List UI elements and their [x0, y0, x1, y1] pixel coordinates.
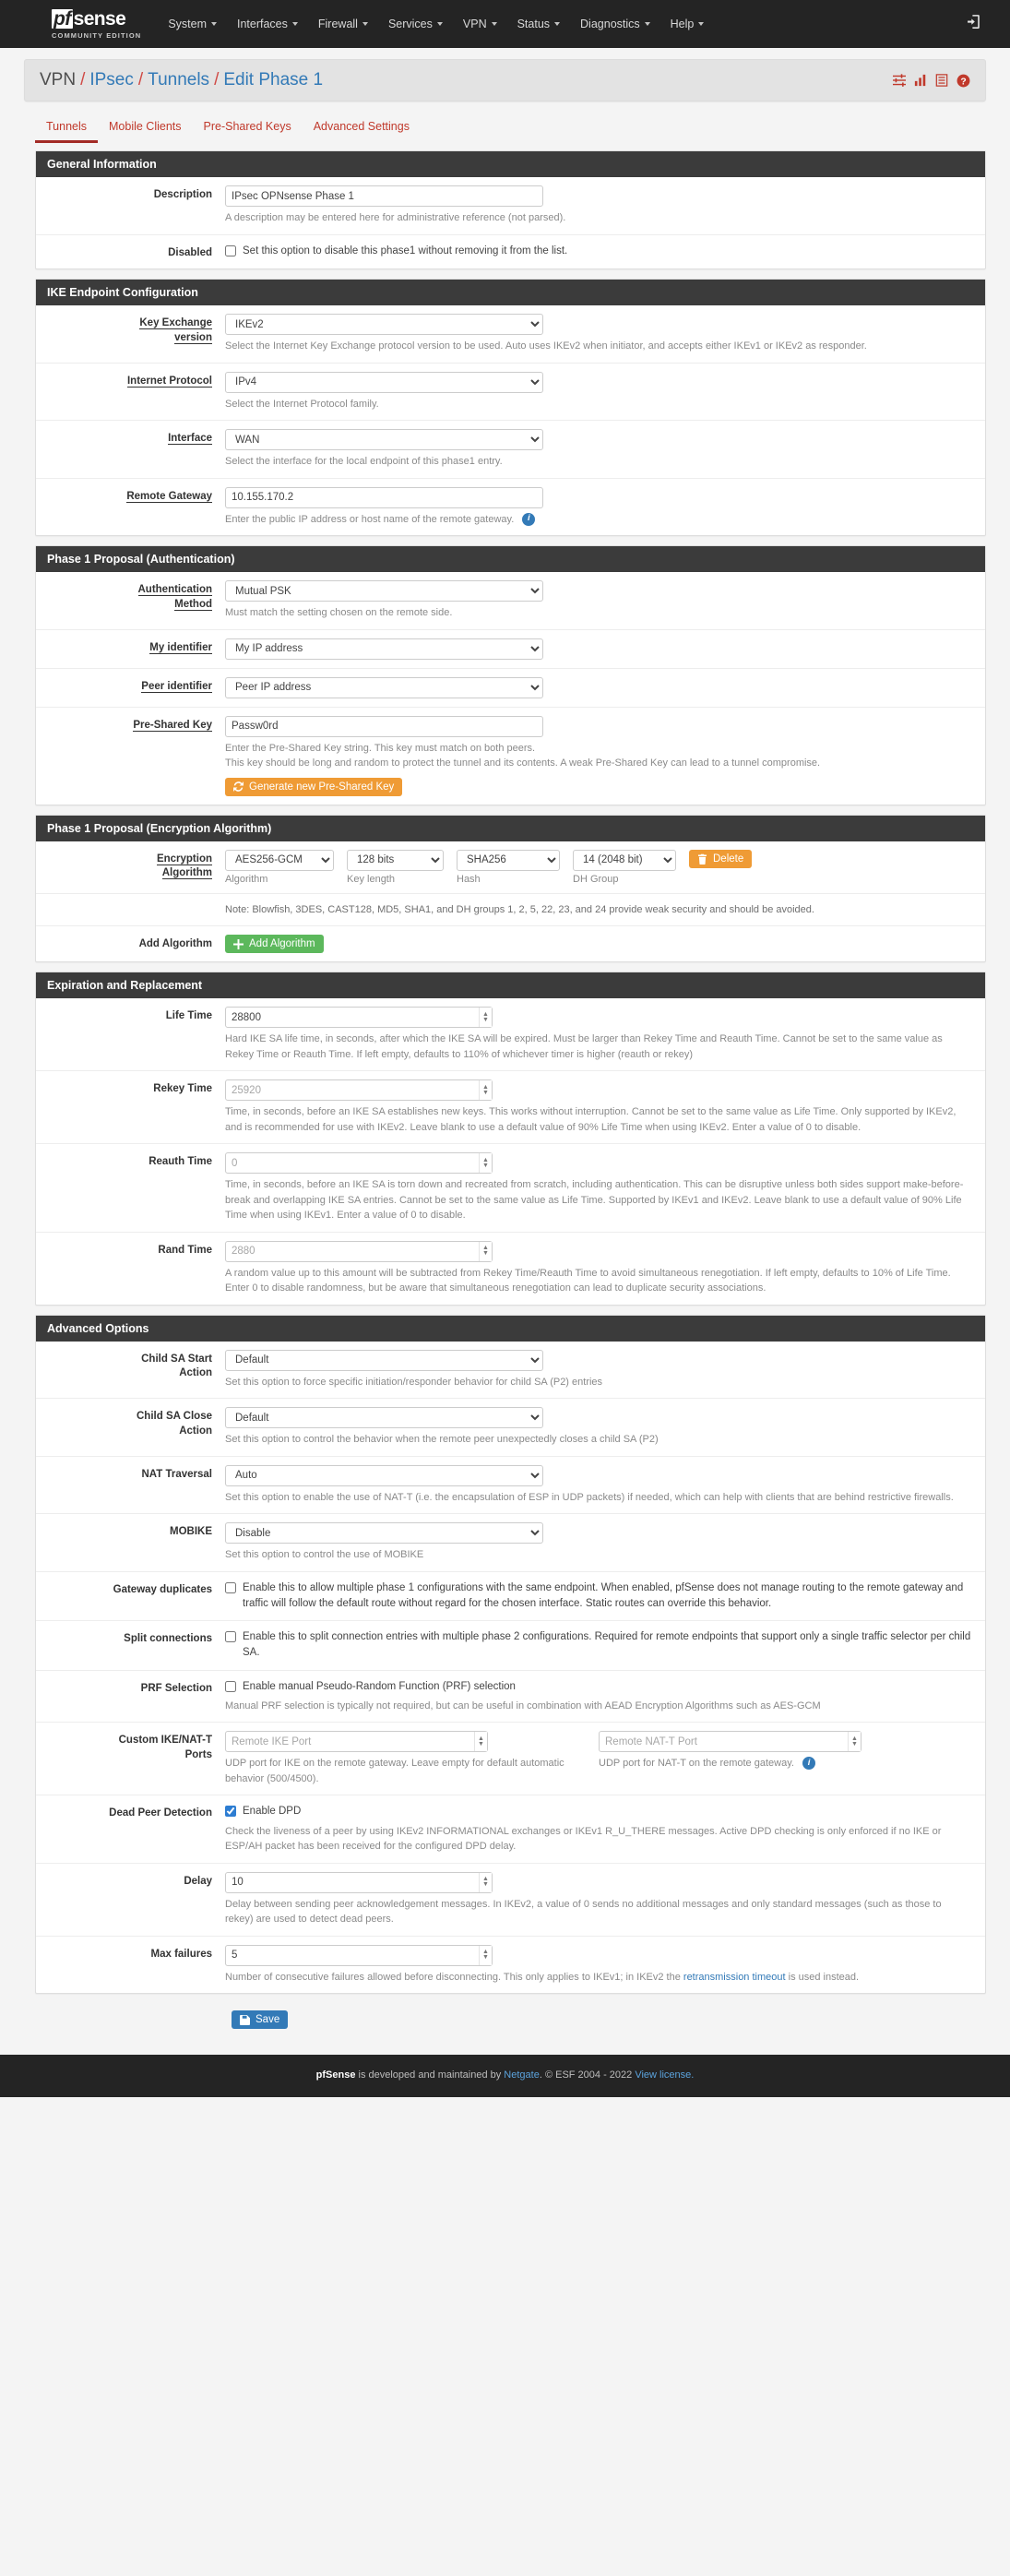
- help-pre-shared-key-2: This key should be long and random to protect the tunnel and its contents. A weak Pre-Shared Key can lead to a tunnel compromise.: [225, 757, 821, 769]
- footer-brand: pfSense: [315, 2069, 356, 2081]
- row-key-exchange-version: [36, 305, 985, 364]
- label-pre-shared-key-text: Pre-Shared Key: [133, 719, 212, 731]
- save-icon: [240, 2015, 250, 2025]
- help-rekey-time: Time, in seconds, before an IKE SA establishes new keys. This works without interruption. Cannot be set to the same value as Life Time. Only supported by IKEv2, and is recommended for use with IKEv2. Leave blank to use a default value of 90% Life Time when using IKEv2. Enter a value of 0 to disable.: [225, 1106, 957, 1133]
- row-rekey-time: [36, 1071, 985, 1144]
- rekey-time-input[interactable]: [225, 1079, 493, 1101]
- label-child-sa-start-action: [36, 1350, 225, 1390]
- label-internet-protocol: [36, 372, 225, 412]
- panel-title-ike-endpoint: IKE Endpoint Configuration: [36, 280, 985, 305]
- reauth-time-input[interactable]: [225, 1152, 493, 1174]
- child-sa-close-action-select[interactable]: [225, 1407, 543, 1428]
- label-key-exchange-line2: version: [174, 331, 212, 343]
- dh-group-select[interactable]: [573, 850, 676, 871]
- panel-phase1-encryption: [35, 815, 986, 963]
- help-rand-time: A random value up to this amount will be subtracted from Rekey Time/Reauth Time to avoid simultaneous renegotiation. If left empty, defaults to 10% of Life Time. Enter 0 to disable randomness, but be aware that simultaneous renegotiation can lead to duplicate security associations.: [225, 1267, 951, 1294]
- row-gateway-duplicates: [36, 1572, 985, 1622]
- life-time-stepper[interactable]: [225, 1007, 493, 1028]
- encryption-note: Note: Blowfish, 3DES, CAST128, MD5, SHA1, and DH groups 1, 2, 5, 22, 23, and 24 provide weak security and should be avoided.: [225, 903, 814, 915]
- tab-mobile-clients[interactable]: Mobile Clients: [109, 120, 182, 133]
- label-remote-gateway-text: Remote Gateway: [126, 490, 212, 502]
- row-internet-protocol: [36, 364, 985, 422]
- delete-algorithm-button[interactable]: [689, 850, 752, 868]
- chevron-down-icon: [292, 22, 298, 26]
- algorithm-select[interactable]: [225, 850, 334, 871]
- help-description: A description may be entered here for administrative reference (not parsed).: [225, 212, 566, 223]
- my-identifier-select[interactable]: [225, 638, 543, 660]
- label-gateway-duplicates: Gateway duplicates: [113, 1583, 212, 1595]
- nav-item-system[interactable]: [158, 10, 227, 38]
- label-rand-time: Rand Time: [158, 1244, 212, 1256]
- delete-column: [689, 850, 752, 868]
- label-interface: [36, 429, 225, 470]
- nav-item-services[interactable]: [378, 10, 453, 38]
- help-pre-shared-key-1: Enter the Pre-Shared Key string. This key must match on both peers.: [225, 742, 536, 754]
- row-add-algorithm: [36, 926, 985, 961]
- info-icon[interactable]: i: [802, 1757, 815, 1770]
- internet-protocol-select[interactable]: [225, 372, 543, 393]
- remote-ike-port-input[interactable]: [225, 1731, 488, 1752]
- panel-phase1-authentication: [35, 545, 986, 805]
- remote-natt-port-group: [599, 1731, 972, 1771]
- brand-logo-sense: sense: [73, 7, 126, 30]
- prf-selection-label: Enable manual Pseudo-Random Function (PRF) selection: [243, 1680, 516, 1692]
- label-child-sa-start-line1: Child SA Start: [141, 1353, 212, 1365]
- view-license-link[interactable]: View license.: [635, 2069, 695, 2081]
- nav-label-help: Help: [670, 18, 695, 30]
- algorithm-caption: Algorithm: [225, 873, 268, 885]
- help-prf-selection: Manual PRF selection is typically not required, but can be useful in combination with AEAD Encryption Algorithms such as AES-GCM: [225, 1699, 821, 1711]
- row-disabled: [36, 235, 985, 269]
- nav-item-firewall[interactable]: [308, 10, 378, 38]
- label-nat-traversal: NAT Traversal: [141, 1468, 212, 1480]
- delay-input[interactable]: [225, 1872, 493, 1893]
- generate-pre-shared-key-button[interactable]: [225, 778, 402, 796]
- top-navbar: [0, 0, 1010, 48]
- row-life-time: [36, 998, 985, 1071]
- hash-select[interactable]: [457, 850, 560, 871]
- brand-edition: COMMUNITY EDITION: [52, 30, 142, 40]
- label-peer-identifier-text: Peer identifier: [141, 680, 212, 692]
- key-length-select[interactable]: [347, 850, 444, 871]
- label-peer-identifier: [36, 677, 225, 698]
- label-custom-ike-natt-ports: [36, 1731, 225, 1786]
- label-mobike: MOBIKE: [170, 1526, 212, 1538]
- row-peer-identifier: [36, 669, 985, 708]
- chevron-down-icon: [698, 22, 704, 26]
- nav-item-vpn[interactable]: [453, 10, 507, 38]
- delete-algorithm-label: Delete: [713, 853, 744, 865]
- breadcrumb-bar: [24, 59, 986, 101]
- interface-select[interactable]: [225, 429, 543, 450]
- max-failures-input[interactable]: [225, 1945, 493, 1966]
- help-max-failures-text-2: is used instead.: [785, 1971, 860, 1983]
- label-child-sa-start-line2: Action: [179, 1367, 212, 1379]
- peer-identifier-select[interactable]: [225, 677, 543, 698]
- rekey-time-spinner-arrows[interactable]: ▲ ▼: [479, 1080, 492, 1100]
- panel-title-advanced-options: Advanced Options: [36, 1316, 985, 1342]
- key-length-caption: Key length: [347, 873, 395, 885]
- help-max-failures-text-1: Number of consecutive failures allowed before disconnecting. This only applies to IKEv1; in IKEv2 the: [225, 1971, 683, 1983]
- breadcrumb-separator: /: [214, 70, 220, 89]
- label-rekey-time: Rekey Time: [153, 1083, 212, 1095]
- label-encryption-algorithm: [36, 850, 225, 885]
- child-sa-start-action-select[interactable]: [225, 1350, 543, 1371]
- description-input[interactable]: [225, 185, 543, 207]
- help-child-sa-start-action: Set this option to force specific initiation/responder behavior for child SA (P2) entries: [225, 1376, 603, 1388]
- label-my-identifier-text: My identifier: [149, 641, 212, 653]
- row-delay: [36, 1864, 985, 1937]
- delay-stepper[interactable]: [225, 1872, 493, 1893]
- panel-title-phase1-encryption: Phase 1 Proposal (Encryption Algorithm): [36, 816, 985, 841]
- nav-item-help[interactable]: [660, 10, 715, 38]
- label-remote-gateway: [36, 487, 225, 528]
- row-split-connections: [36, 1621, 985, 1671]
- reauth-time-spinner-arrows[interactable]: ▲ ▼: [479, 1153, 492, 1173]
- label-max-failures: Max failures: [150, 1948, 212, 1960]
- nav-item-interfaces[interactable]: [227, 10, 308, 38]
- row-nat-traversal: [36, 1457, 985, 1515]
- max-failures-spinner-arrows[interactable]: ▲ ▼: [479, 1946, 492, 1965]
- dh-group-column: [573, 850, 676, 885]
- navbar-menu: [158, 10, 714, 38]
- brand-logo-pf: pf: [53, 7, 71, 30]
- disabled-checkbox-label: Set this option to disable this phase1 without removing it from the list.: [243, 244, 568, 256]
- keylength-column: [347, 850, 444, 885]
- label-disabled: Disabled: [168, 246, 212, 258]
- row-interface: [36, 421, 985, 479]
- nav-label-status: Status: [517, 18, 551, 30]
- rand-time-spinner-arrows[interactable]: ▲ ▼: [479, 1242, 492, 1261]
- list-icon[interactable]: [935, 74, 948, 87]
- label-encryption-line2: Algorithm: [161, 867, 212, 879]
- help-key-exchange-version: Select the Internet Key Exchange protocol version to be used. Auto uses IKEv2 when initiator, and accepts either IKEv1 or IKEv2 as responder.: [225, 340, 867, 352]
- label-description: Description: [153, 189, 212, 200]
- breadcrumb-separator: /: [80, 70, 86, 89]
- row-rand-time: [36, 1233, 985, 1305]
- plus-icon: [233, 939, 244, 949]
- label-key-exchange-line1: Key Exchange: [139, 317, 212, 329]
- disabled-checkbox[interactable]: [225, 245, 236, 256]
- split-connections-checkbox[interactable]: [225, 1631, 236, 1642]
- help-remote-gateway-text: Enter the public IP address or host name of the remote gateway.: [225, 513, 515, 525]
- help-remote-natt-port-text: UDP port for NAT-T on the remote gateway.: [599, 1758, 794, 1770]
- gateway-duplicates-checkbox-row[interactable]: [225, 1580, 972, 1613]
- label-custom-ports-line2: Ports: [184, 1748, 212, 1760]
- help-dead-peer-detection: Check the liveness of a peer by using IKEv2 INFORMATIONAL exchanges or IKEv1 R_U_THERE messages. Active DPD checking is only enforced if no IKE or ESP/AH packet has been received for the configured DPD delay.: [225, 1825, 942, 1853]
- panel-title-general-information: General Information: [36, 151, 985, 177]
- prf-selection-checkbox-row[interactable]: [225, 1679, 972, 1695]
- generate-pre-shared-key-label: Generate new Pre-Shared Key: [249, 781, 395, 793]
- row-max-failures: [36, 1937, 985, 1994]
- footer-text-1: is developed and maintained by: [355, 2069, 505, 2081]
- remote-ike-port-spinner-arrows[interactable]: ▲ ▼: [474, 1732, 487, 1751]
- row-child-sa-close-action: [36, 1399, 985, 1457]
- encryption-algorithm-row: [225, 850, 972, 885]
- pfsense-logo[interactable]: [52, 9, 141, 40]
- label-life-time: Life Time: [165, 1010, 212, 1022]
- split-connections-label: Enable this to split connection entries with multiple phase 2 configurations. Required for remote endpoints that support only a single traffic selector per child SA.: [243, 1631, 971, 1659]
- tab-tunnels[interactable]: Tunnels: [35, 116, 98, 143]
- remote-gateway-input[interactable]: [225, 487, 543, 508]
- label-add-algorithm: Add Algorithm: [138, 938, 212, 950]
- add-algorithm-label: Add Algorithm: [249, 938, 315, 950]
- help-remote-natt-port: [599, 1756, 957, 1771]
- dh-group-caption: DH Group: [573, 873, 619, 885]
- row-my-identifier: [36, 630, 985, 669]
- label-authentication-method: [36, 580, 225, 621]
- help-max-failures: [225, 1970, 972, 1986]
- help-interface: Select the interface for the local endpoint of this phase1 entry.: [225, 456, 503, 468]
- row-prf-selection: [36, 1671, 985, 1723]
- breadcrumb-item-ipsec[interactable]: IPsec: [89, 70, 134, 89]
- info-icon[interactable]: i: [522, 513, 535, 526]
- label-my-identifier: [36, 638, 225, 660]
- add-algorithm-button[interactable]: [225, 935, 324, 953]
- retransmission-timeout-link[interactable]: retransmission timeout: [683, 1971, 786, 1983]
- refresh-icon: [233, 781, 244, 792]
- tab-pre-shared-keys[interactable]: Pre-Shared Keys: [203, 120, 291, 133]
- custom-ports-fields: [225, 1731, 972, 1786]
- help-remote-ike-port: UDP port for IKE on the remote gateway. Leave empty for default automatic behavior (500/4500).: [225, 1758, 564, 1784]
- delay-spinner-arrows[interactable]: ▲ ▼: [479, 1873, 492, 1892]
- label-child-sa-close-line1: Child SA Close: [137, 1411, 212, 1423]
- split-connections-checkbox-row[interactable]: [225, 1629, 972, 1662]
- enable-dpd-checkbox[interactable]: [225, 1806, 236, 1817]
- breadcrumb-separator: /: [137, 70, 144, 89]
- label-key-exchange-version: [36, 314, 225, 354]
- trash-icon: [697, 853, 707, 865]
- enable-dpd-checkbox-row[interactable]: [225, 1804, 972, 1819]
- panel-advanced-options: [35, 1315, 986, 1995]
- life-time-spinner-arrows[interactable]: ▲ ▼: [479, 1008, 492, 1027]
- row-reauth-time: [36, 1144, 985, 1233]
- row-mobike: [36, 1514, 985, 1572]
- netgate-link[interactable]: Netgate: [504, 2069, 540, 2081]
- help-delay: Delay between sending peer acknowledgement messages. In IKEv2, a value of 0 sends no additional messages and only standard messages (such as those to rekey) are used to detect dead peers.: [225, 1898, 942, 1926]
- row-authentication-method: [36, 572, 985, 630]
- label-encryption-line1: Encryption: [156, 853, 212, 865]
- chevron-down-icon: [437, 22, 443, 26]
- nav-label-system: System: [168, 18, 207, 30]
- gateway-duplicates-checkbox[interactable]: [225, 1582, 236, 1593]
- disabled-checkbox-row[interactable]: [225, 244, 972, 259]
- label-auth-method-line2: Method: [174, 598, 212, 610]
- remote-natt-port-input[interactable]: [599, 1731, 861, 1752]
- remote-ike-port-group: [225, 1731, 599, 1786]
- logout-icon[interactable]: [967, 14, 982, 34]
- hash-caption: Hash: [457, 873, 481, 885]
- label-split-connections: Split connections: [124, 1633, 212, 1645]
- row-remote-gateway: [36, 479, 985, 536]
- gateway-duplicates-label: Enable this to allow multiple phase 1 configurations with the same endpoint. When enabled, pfSense does not manage routing to the remote gateway and traffic will follow the default route without regard for the chosen interface. Static routes can override this behavior.: [243, 1581, 964, 1609]
- save-button[interactable]: [232, 2010, 288, 2029]
- life-time-input[interactable]: [225, 1007, 493, 1028]
- help-icon[interactable]: [957, 74, 970, 88]
- label-custom-ports-line1: Custom IKE/NAT-T: [118, 1735, 212, 1747]
- remote-natt-port-stepper[interactable]: [599, 1731, 861, 1752]
- enable-dpd-label: Enable DPD: [243, 1806, 302, 1818]
- breadcrumb-item-tunnels[interactable]: Tunnels: [148, 70, 210, 89]
- panel-title-expiration-replacement: Expiration and Replacement: [36, 972, 985, 998]
- reauth-time-stepper[interactable]: [225, 1152, 493, 1174]
- algorithm-column: [225, 850, 334, 885]
- help-authentication-method: Must match the setting chosen on the remote side.: [225, 607, 453, 619]
- help-reauth-time: Time, in seconds, before an IKE SA is torn down and recreated from scratch, including authentication. This can be disruptive unless both sides support make-before-break and overlapping IKE SA entries. Cannot be set to the same value as Life Time. Supported by IKEv1 and IKEv2. Leave blank to use a default value of 90% Life Time when using IKEv1. Enter a value of 0 to disable.: [225, 1179, 964, 1222]
- authentication-method-select[interactable]: [225, 580, 543, 602]
- rand-time-input[interactable]: [225, 1241, 493, 1262]
- chevron-down-icon: [211, 22, 217, 26]
- panel-ike-endpoint-configuration: [35, 279, 986, 536]
- row-child-sa-start-action: [36, 1342, 985, 1400]
- nat-traversal-select[interactable]: [225, 1465, 543, 1486]
- nav-label-services: Services: [387, 18, 433, 30]
- nav-label-vpn: VPN: [462, 18, 487, 30]
- panel-general-information: [35, 150, 986, 269]
- label-internet-protocol-text: Internet Protocol: [126, 375, 212, 387]
- footer-text-2: . © ESF 2004 - 2022: [539, 2069, 636, 2081]
- help-internet-protocol: Select the Internet Protocol family.: [225, 398, 379, 410]
- mobike-select[interactable]: [225, 1522, 543, 1544]
- save-button-label: Save: [255, 2014, 280, 2026]
- nav-label-interfaces: Interfaces: [237, 18, 288, 30]
- label-child-sa-close-line2: Action: [179, 1425, 212, 1437]
- label-interface-text: Interface: [168, 433, 212, 445]
- label-pre-shared-key: [36, 716, 225, 796]
- chevron-down-icon: [362, 22, 368, 26]
- pre-shared-key-input[interactable]: [225, 716, 543, 737]
- chart-icon[interactable]: [914, 74, 927, 87]
- sliders-icon[interactable]: [893, 74, 906, 87]
- label-auth-method-line1: Authentication: [137, 584, 212, 596]
- help-life-time: Hard IKE SA life time, in seconds, after which the IKE SA will be expired. Must be larger than Rekey Time and Reauth Time. Cannot be set to the same value as Rekey Time or Reauth Time. If left empty, defaults to 110% of whichever timer is higher (reauth or rekey): [225, 1033, 943, 1060]
- label-delay: Delay: [184, 1875, 212, 1887]
- row-encryption-note: [36, 894, 985, 927]
- help-mobike: Set this option to control the use of MOBIKE: [225, 1549, 424, 1561]
- nav-item-status[interactable]: [507, 10, 570, 38]
- label-encryption-note-spacer: [36, 902, 225, 918]
- save-row: [35, 2003, 986, 2049]
- help-child-sa-close-action: Set this option to control the behavior when the remote peer unexpectedly closes a child SA (P2): [225, 1434, 659, 1446]
- breadcrumb-item-edit-phase-1[interactable]: Edit Phase 1: [223, 70, 324, 89]
- page-footer: [0, 2055, 1010, 2097]
- tab-advanced-settings[interactable]: Advanced Settings: [313, 120, 410, 133]
- panel-title-phase1-authentication: Phase 1 Proposal (Authentication): [36, 546, 985, 572]
- hash-column: [457, 850, 560, 885]
- help-remote-gateway: [225, 512, 972, 528]
- breadcrumb-icons: [893, 74, 970, 88]
- row-encryption-algorithm: [36, 841, 985, 894]
- nav-label-diagnostics: Diagnostics: [580, 18, 640, 30]
- prf-selection-checkbox[interactable]: [225, 1681, 236, 1692]
- help-nat-traversal: Set this option to enable the use of NAT-T (i.e. the encapsulation of ESP in UDP packets) if needed, which can help with clients that are behind restrictive firewalls.: [225, 1491, 954, 1503]
- tab-bar: [0, 101, 1010, 143]
- row-dead-peer-detection: [36, 1795, 985, 1863]
- remote-natt-port-spinner-arrows[interactable]: ▲ ▼: [848, 1732, 861, 1751]
- row-custom-ike-natt-ports: [36, 1723, 985, 1795]
- breadcrumb-root: VPN: [40, 70, 77, 89]
- brand-logo-text: [52, 9, 141, 29]
- row-pre-shared-key: [36, 708, 985, 805]
- rand-time-stepper[interactable]: [225, 1241, 493, 1262]
- label-prf-selection: PRF Selection: [140, 1682, 212, 1694]
- nav-item-diagnostics[interactable]: [570, 10, 660, 38]
- key-exchange-version-select[interactable]: [225, 314, 543, 335]
- panel-expiration-replacement: [35, 972, 986, 1306]
- remote-ike-port-stepper[interactable]: [225, 1731, 488, 1752]
- label-child-sa-close-action: [36, 1407, 225, 1448]
- chevron-down-icon: [554, 22, 560, 26]
- svg-text:?: ?: [960, 76, 967, 87]
- label-dead-peer-detection: Dead Peer Detection: [109, 1807, 212, 1819]
- row-description: [36, 177, 985, 235]
- label-reauth-time: Reauth Time: [149, 1156, 212, 1168]
- nav-label-firewall: Firewall: [317, 18, 358, 30]
- rekey-time-stepper[interactable]: [225, 1079, 493, 1101]
- chevron-down-icon: [645, 22, 650, 26]
- max-failures-stepper[interactable]: [225, 1945, 493, 1966]
- breadcrumb: [40, 70, 323, 90]
- chevron-down-icon: [492, 22, 497, 26]
